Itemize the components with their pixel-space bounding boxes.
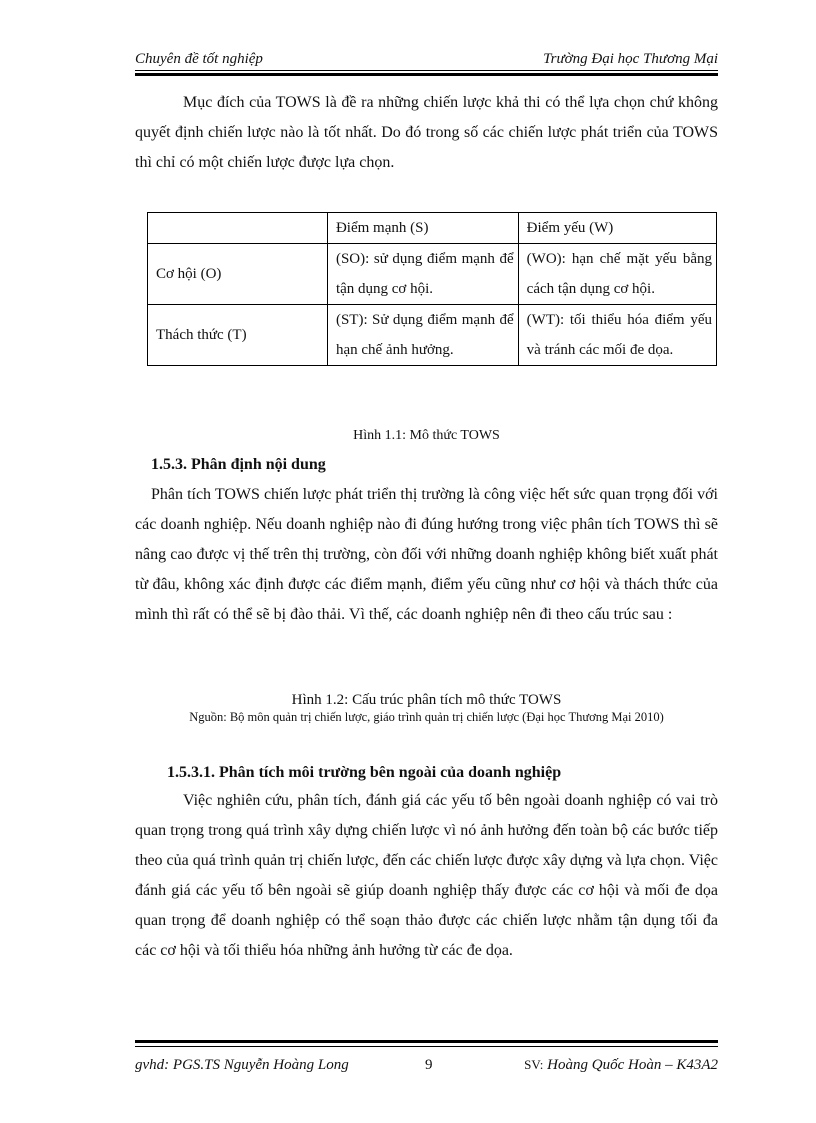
cell-st: (ST): Sử dụng điểm mạnh để hạn chế ảnh hưởng.	[327, 305, 518, 366]
footer-rule-thick	[135, 1040, 718, 1043]
header-university: Trường Đại học Thương Mại	[543, 51, 718, 67]
row-label-opportunities: Cơ hội (O)	[148, 244, 328, 305]
table-header-weaknesses: Điểm yếu (W)	[518, 213, 716, 244]
table-corner-cell	[148, 213, 328, 244]
row-label-threats: Thách thức (T)	[148, 305, 328, 366]
header-document-type: Chuyên đề tốt nghiệp	[135, 51, 263, 67]
page-footer	[135, 1057, 718, 1079]
footer-student	[524, 1057, 718, 1074]
section-heading-1-5-3-1: 1.5.3.1. Phân tích môi trường bên ngoài của doanh nghiệp	[167, 764, 562, 781]
paragraph-1-5-3: Phân tích TOWS chiến lược phát triển thị trường là công việc hết sức quan trọng đối với các doanh nghiệp. Nếu doanh nghiệp nào đi đúng hướng trong việc phân tích TOWS thì sẽ nâng cao được vị thế trên thị trường, còn đối với những doanh nghiệp không biết xuất phát từ đâu, không xác định được các điểm mạnh, điểm yếu cũng như cơ hội và thách thức của mình thì rất có thể sẽ bị đào thải. Vì thế, các doanh nghiệp nên đi theo cấu trúc sau :	[135, 486, 718, 623]
figure-2-caption: Hình 1.2: Cấu trúc phân tích mô thức TOWS	[291, 692, 562, 708]
cell-wo: (WO): hạn chế mặt yếu bằng cách tận dụng cơ hội.	[518, 244, 716, 305]
cell-wt: (WT): tối thiểu hóa điểm yếu và tránh các mối đe dọa.	[518, 305, 716, 366]
header-rule	[135, 70, 718, 71]
footer-student-name: Hoàng Quốc Hoàn – K43A2	[547, 1057, 718, 1073]
footer-student-label: SV:	[524, 1057, 544, 1072]
page-number: 9	[425, 1057, 433, 1073]
table-row-threats	[148, 305, 717, 366]
cell-so: (SO): sử dụng điểm mạnh để tận dụng cơ hội.	[327, 244, 518, 305]
page-header	[135, 50, 718, 72]
header-rule-thick	[135, 73, 718, 76]
figure-1-caption: Hình 1.1: Mô thức TOWS	[353, 428, 500, 443]
paragraph-1-5-3-1: Việc nghiên cứu, phân tích, đánh giá các yếu tố bên ngoài doanh nghiệp có vai trò quan trọng trong quá trình xây dựng chiến lược vì nó ảnh hưởng đến toàn bộ các bước tiếp theo của quá trình quản trị chiến lược, đến các chiến lược được xây dựng và lựa chọn. Việc đánh giá các yếu tố bên ngoài sẽ giúp doanh nghiệp thấy được các cơ hội và mối đe dọa quan trọng để doanh nghiệp có thể soạn thảo được các chiến lược nhằm tận dụng tối đa các cơ hội và tối thiểu hóa những ảnh hưởng từ các đe dọa.	[135, 792, 718, 959]
footer-advisor: gvhd: PGS.TS Nguyễn Hoàng Long	[135, 1057, 349, 1073]
table-header-strengths: Điểm mạnh (S)	[327, 213, 518, 244]
table-row-opportunities	[148, 244, 717, 305]
intro-paragraph: Mục đích của TOWS là đề ra những chiến lược khả thi có thể lựa chọn chứ không quyết định chiến lược nào là tốt nhất. Do đó trong số các chiến lược phát triển của TOWS thì chỉ có một chiến lược được lựa chọn.	[135, 94, 718, 171]
figure-2-source: Nguồn: Bộ môn quản trị chiến lược, giáo trình quản trị chiến lược (Đại học Thương Mại 2010)	[189, 710, 664, 724]
footer-rule	[135, 1046, 718, 1047]
table-header-row	[148, 213, 717, 244]
tows-matrix-table	[147, 212, 717, 366]
section-heading-1-5-3: 1.5.3. Phân định nội dung	[151, 456, 326, 473]
